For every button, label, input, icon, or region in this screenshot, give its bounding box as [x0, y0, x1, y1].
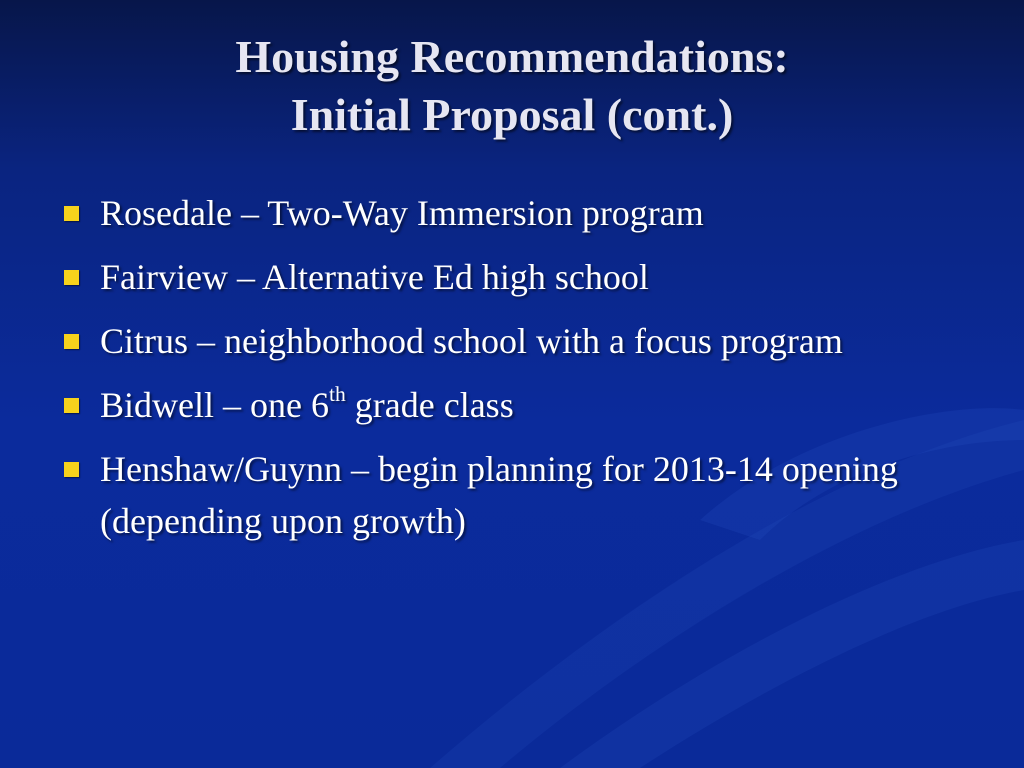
bullet-item-bidwell: [62, 379, 962, 431]
bullet-text: Rosedale – Two-Way Immersion program: [100, 193, 704, 233]
bullet-text-after: grade class: [345, 385, 514, 425]
square-bullet-icon: [64, 398, 79, 413]
slide-title: [0, 28, 1024, 144]
bullet-item-fairview: [62, 251, 962, 303]
square-bullet-icon: [64, 334, 79, 349]
bullet-list: [62, 187, 962, 559]
bullet-item-henshaw-guynn: [62, 443, 962, 547]
bullet-text: Fairview – Alternative Ed high school: [100, 257, 649, 297]
bullet-text: Citrus – neighborhood school with a focus program: [100, 321, 843, 361]
ordinal-superscript: th: [328, 381, 346, 406]
square-bullet-icon: [64, 270, 79, 285]
square-bullet-icon: [64, 206, 79, 221]
title-line-2: Initial Proposal (cont.): [290, 89, 734, 140]
title-line-1: Housing Recommendations:: [235, 31, 789, 82]
bullet-text-before: Bidwell – one 6: [100, 385, 329, 425]
square-bullet-icon: [64, 462, 79, 477]
bullet-text: Henshaw/Guynn – begin planning for 2013-14 opening (depending upon growth): [100, 449, 898, 541]
bullet-item-citrus: [62, 315, 962, 367]
bullet-item-rosedale: [62, 187, 962, 239]
